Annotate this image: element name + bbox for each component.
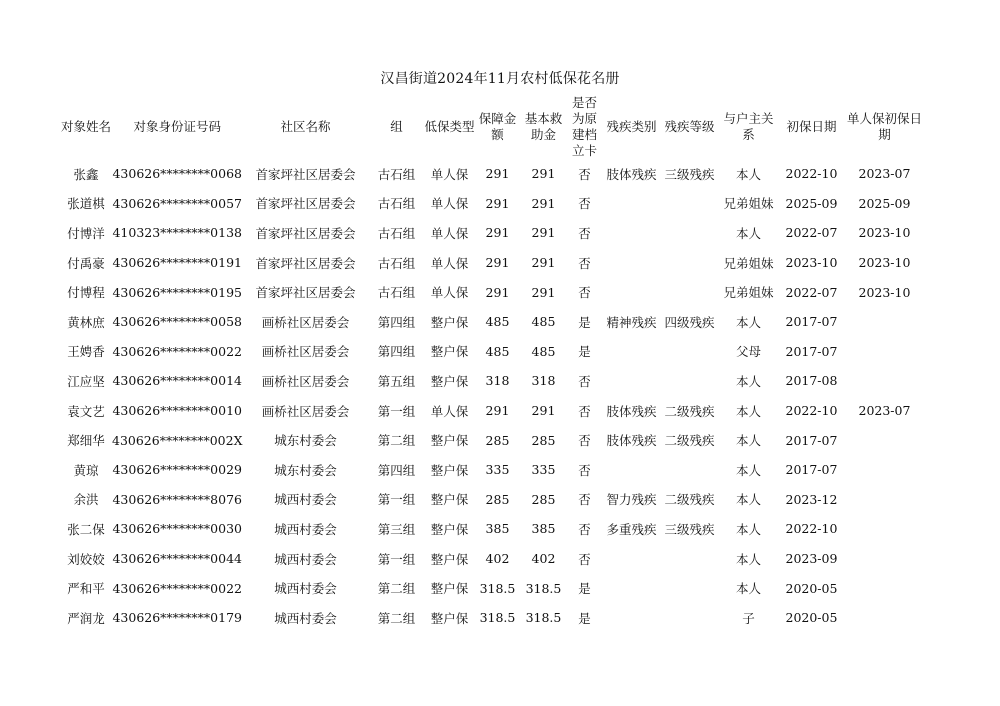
cell-amount: 335 (485, 462, 510, 478)
cell-group: 第二组 (377, 610, 416, 626)
cell-disability-category (602, 366, 660, 396)
cell-relationship: 本人 (735, 551, 761, 567)
document-title: 汉昌街道2024年11月农村低保花名册 (380, 71, 620, 87)
cell-aid-type: 整户保 (430, 521, 469, 537)
cell-basic-aid: 385 (531, 521, 556, 537)
cell-name: 袁文艺 (67, 403, 105, 419)
cell-id-number: 430626********0022 (112, 580, 242, 596)
cell-id-number: 430626********0022 (112, 343, 242, 359)
cell-single-initial-date (844, 603, 924, 633)
cell-basic-aid: 318.5 (525, 580, 562, 596)
cell-name: 严润龙 (67, 610, 105, 626)
cell-registered-poor: 否 (578, 166, 591, 182)
cell-disability-level (660, 366, 718, 396)
header-relationship: 与户主关系 (723, 111, 774, 142)
cell-basic-aid: 291 (531, 195, 556, 211)
header-group: 组 (390, 119, 403, 134)
cell-basic-aid: 291 (531, 255, 556, 271)
cell-amount: 318.5 (479, 580, 516, 596)
cell-group: 古石组 (377, 285, 416, 301)
cell-name: 严和平 (67, 581, 105, 597)
cell-initial-date: 2020-05 (785, 580, 838, 596)
cell-basic-aid: 485 (531, 343, 556, 359)
cell-aid-type: 单人保 (430, 225, 469, 241)
cell-basic-aid: 291 (531, 403, 556, 419)
cell-relationship: 父母 (735, 344, 761, 360)
table-row (60, 425, 924, 455)
cell-disability-category (602, 248, 660, 278)
cell-disability-level (660, 573, 718, 603)
table-row (60, 396, 924, 426)
cell-registered-poor: 否 (578, 403, 591, 419)
header-registered-poor: 是否为原建档立卡 (571, 95, 597, 158)
cell-disability-category (602, 337, 660, 367)
cell-community: 城西村委会 (274, 492, 337, 508)
cell-amount: 291 (485, 403, 510, 419)
cell-name: 付禹豪 (67, 255, 105, 271)
cell-aid-type: 单人保 (430, 285, 469, 301)
cell-initial-date: 2023-12 (785, 491, 838, 507)
cell-relationship: 本人 (735, 433, 761, 449)
cell-relationship: 本人 (735, 581, 761, 597)
cell-relationship: 兄弟姐妹 (723, 255, 774, 271)
cell-community: 画桥社区居委会 (261, 403, 350, 419)
cell-amount: 318.5 (479, 610, 516, 626)
cell-community: 城西村委会 (274, 610, 337, 626)
cell-initial-date: 2022-10 (785, 403, 838, 419)
cell-initial-date: 2023-09 (785, 551, 838, 567)
table-row (60, 603, 924, 633)
table-row (60, 485, 924, 515)
cell-registered-poor: 否 (578, 551, 591, 567)
cell-relationship: 子 (742, 610, 755, 626)
cell-id-number: 430626********0014 (112, 373, 242, 389)
cell-single-initial-date (844, 573, 924, 603)
cell-disability-category (602, 218, 660, 248)
table-row (60, 337, 924, 367)
cell-basic-aid: 285 (531, 432, 556, 448)
cell-id-number: 430626********0068 (112, 166, 242, 182)
cell-amount: 291 (485, 166, 510, 182)
cell-registered-poor: 是 (578, 314, 591, 330)
cell-name: 王娉香 (67, 344, 105, 360)
cell-amount: 285 (485, 491, 510, 507)
cell-registered-poor: 是 (578, 610, 591, 626)
cell-group: 第一组 (377, 492, 416, 508)
cell-registered-poor: 否 (578, 373, 591, 389)
cell-disability-category (602, 455, 660, 485)
cell-disability-category (602, 573, 660, 603)
cell-relationship: 本人 (735, 166, 761, 182)
cell-initial-date: 2017-08 (785, 373, 838, 389)
header-community: 社区名称 (280, 119, 331, 134)
cell-relationship: 本人 (735, 521, 761, 537)
cell-community: 首家坪社区居委会 (255, 196, 356, 212)
cell-id-number: 430626********0057 (112, 195, 242, 211)
cell-group: 第四组 (377, 462, 416, 478)
cell-relationship: 本人 (735, 492, 761, 508)
cell-single-initial-date (844, 455, 924, 485)
cell-group: 第二组 (377, 581, 416, 597)
cell-basic-aid: 335 (531, 462, 556, 478)
cell-aid-type: 整户保 (430, 610, 469, 626)
cell-relationship: 本人 (735, 403, 761, 419)
cell-community: 城西村委会 (274, 551, 337, 567)
cell-single-initial-date (844, 425, 924, 455)
cell-amount: 285 (485, 432, 510, 448)
cell-registered-poor: 否 (578, 196, 591, 212)
cell-disability-category: 多重残疾 (606, 521, 657, 537)
cell-community: 画桥社区居委会 (261, 314, 350, 330)
cell-single-initial-date (844, 485, 924, 515)
table-row (60, 366, 924, 396)
cell-group: 古石组 (377, 255, 416, 271)
cell-name: 刘姣姣 (67, 551, 105, 567)
cell-amount: 485 (485, 314, 510, 330)
cell-initial-date: 2017-07 (785, 343, 838, 359)
cell-disability-category: 肢体残疾 (606, 403, 657, 419)
header-disability-category: 残疾类别 (606, 119, 657, 134)
cell-basic-aid: 291 (531, 225, 556, 241)
cell-disability-level (660, 248, 718, 278)
table-row (60, 248, 924, 278)
cell-disability-category: 肢体残疾 (606, 166, 657, 182)
cell-name: 黄林庶 (67, 314, 105, 330)
cell-group: 古石组 (377, 166, 416, 182)
cell-registered-poor: 否 (578, 462, 591, 478)
cell-group: 第一组 (377, 403, 416, 419)
cell-id-number: 430626********0029 (112, 462, 242, 478)
cell-aid-type: 单人保 (430, 403, 469, 419)
cell-relationship: 本人 (735, 462, 761, 478)
cell-aid-type: 整户保 (430, 581, 469, 597)
cell-disability-category: 智力残疾 (606, 492, 657, 508)
cell-registered-poor: 否 (578, 255, 591, 271)
cell-community: 城东村委会 (274, 433, 337, 449)
cell-group: 第四组 (377, 344, 416, 360)
cell-aid-type: 单人保 (430, 255, 469, 271)
cell-disability-level (660, 337, 718, 367)
cell-disability-level: 三级残疾 (664, 521, 715, 537)
cell-initial-date: 2020-05 (785, 610, 838, 626)
cell-registered-poor: 否 (578, 225, 591, 241)
cell-id-number: 430626********0044 (112, 551, 242, 567)
cell-relationship: 本人 (735, 314, 761, 330)
cell-disability-level (660, 544, 718, 574)
cell-id-number: 430626********0030 (112, 521, 242, 537)
cell-community: 首家坪社区居委会 (255, 225, 356, 241)
cell-amount: 291 (485, 195, 510, 211)
cell-group: 古石组 (377, 225, 416, 241)
cell-disability-level (660, 603, 718, 633)
cell-registered-poor: 是 (578, 344, 591, 360)
cell-single-initial-date (844, 307, 924, 337)
header-initial-date: 初保日期 (786, 119, 837, 134)
cell-community: 画桥社区居委会 (261, 373, 350, 389)
cell-disability-category (602, 277, 660, 307)
cell-initial-date: 2022-10 (785, 166, 838, 182)
cell-community: 首家坪社区居委会 (255, 285, 356, 301)
cell-aid-type: 整户保 (430, 492, 469, 508)
cell-disability-level: 二级残疾 (664, 492, 715, 508)
cell-basic-aid: 402 (531, 551, 556, 567)
cell-group: 第四组 (377, 314, 416, 330)
cell-community: 城西村委会 (274, 581, 337, 597)
cell-registered-poor: 否 (578, 492, 591, 508)
table-row (60, 189, 924, 219)
cell-amount: 485 (485, 343, 510, 359)
cell-basic-aid: 285 (531, 491, 556, 507)
cell-amount: 291 (485, 284, 510, 300)
table-body (60, 159, 924, 633)
cell-name: 余洪 (73, 492, 99, 508)
cell-single-initial-date: 2023-10 (858, 255, 911, 271)
cell-community: 首家坪社区居委会 (255, 255, 356, 271)
cell-basic-aid: 291 (531, 284, 556, 300)
cell-amount: 291 (485, 255, 510, 271)
header-id-number: 对象身份证号码 (133, 119, 221, 134)
table-row (60, 455, 924, 485)
cell-disability-level (660, 277, 718, 307)
header-basic-aid: 基本救助金 (524, 111, 563, 142)
cell-name: 张道棋 (67, 196, 105, 212)
roster-table (60, 95, 924, 633)
cell-name: 张鑫 (73, 166, 99, 182)
cell-disability-level (660, 218, 718, 248)
cell-disability-category (602, 603, 660, 633)
cell-id-number: 430626********0195 (112, 284, 242, 300)
cell-amount: 318 (485, 373, 510, 389)
cell-initial-date: 2022-07 (785, 284, 838, 300)
cell-single-initial-date: 2023-07 (858, 166, 911, 182)
cell-relationship: 兄弟姐妹 (723, 285, 774, 301)
cell-group: 第五组 (377, 373, 416, 389)
cell-id-number: 430626********8076 (112, 491, 242, 507)
table-row (60, 514, 924, 544)
cell-disability-level (660, 189, 718, 219)
cell-registered-poor: 是 (578, 581, 591, 597)
cell-disability-category: 肢体残疾 (606, 433, 657, 449)
cell-id-number: 430626********0010 (112, 403, 242, 419)
cell-name: 张二保 (67, 521, 105, 537)
cell-disability-level: 二级残疾 (664, 433, 715, 449)
table-row (60, 218, 924, 248)
cell-aid-type: 整户保 (430, 314, 469, 330)
cell-amount: 291 (485, 225, 510, 241)
cell-single-initial-date (844, 544, 924, 574)
cell-id-number: 430626********0058 (112, 314, 242, 330)
cell-name: 郑细华 (67, 433, 105, 449)
cell-group: 第一组 (377, 551, 416, 567)
header-single-initial-date: 单人保初保日期 (846, 111, 922, 142)
cell-relationship: 本人 (735, 225, 761, 241)
cell-name: 黄琼 (73, 462, 99, 478)
cell-community: 城东村委会 (274, 462, 337, 478)
cell-aid-type: 整户保 (430, 433, 469, 449)
cell-id-number: 410323********0138 (112, 225, 242, 241)
cell-disability-level (660, 455, 718, 485)
table-row (60, 277, 924, 307)
cell-single-initial-date: 2025-09 (858, 195, 911, 211)
cell-single-initial-date: 2023-10 (858, 284, 911, 300)
cell-single-initial-date (844, 514, 924, 544)
cell-single-initial-date (844, 337, 924, 367)
cell-aid-type: 单人保 (430, 196, 469, 212)
cell-initial-date: 2017-07 (785, 432, 838, 448)
cell-disability-category (602, 544, 660, 574)
cell-id-number: 430626********002X (112, 432, 243, 448)
cell-basic-aid: 291 (531, 166, 556, 182)
cell-relationship: 本人 (735, 373, 761, 389)
cell-id-number: 430626********0179 (112, 610, 242, 626)
cell-id-number: 430626********0191 (112, 255, 242, 271)
table-row (60, 307, 924, 337)
cell-community: 首家坪社区居委会 (255, 166, 356, 182)
cell-community: 城西村委会 (274, 521, 337, 537)
cell-initial-date: 2023-10 (785, 255, 838, 271)
cell-name: 江应坚 (67, 373, 105, 389)
cell-relationship: 兄弟姐妹 (723, 196, 774, 212)
header-aid-type: 低保类型 (424, 119, 475, 134)
cell-aid-type: 单人保 (430, 166, 469, 182)
cell-aid-type: 整户保 (430, 462, 469, 478)
cell-initial-date: 2017-07 (785, 314, 838, 330)
cell-registered-poor: 否 (578, 521, 591, 537)
header-row (60, 95, 924, 159)
cell-disability-category (602, 189, 660, 219)
cell-name: 付博程 (67, 285, 105, 301)
cell-disability-level: 四级残疾 (664, 314, 715, 330)
cell-aid-type: 整户保 (430, 344, 469, 360)
cell-group: 古石组 (377, 196, 416, 212)
cell-initial-date: 2022-10 (785, 521, 838, 537)
cell-single-initial-date: 2023-07 (858, 403, 911, 419)
cell-aid-type: 整户保 (430, 551, 469, 567)
cell-disability-category: 精神残疾 (606, 314, 657, 330)
header-amount: 保障金额 (478, 111, 517, 142)
cell-community: 画桥社区居委会 (261, 344, 350, 360)
cell-registered-poor: 否 (578, 285, 591, 301)
table-row (60, 573, 924, 603)
cell-single-initial-date (844, 366, 924, 396)
cell-name: 付博洋 (67, 225, 105, 241)
cell-initial-date: 2022-07 (785, 225, 838, 241)
cell-disability-level: 三级残疾 (664, 166, 715, 182)
header-name: 对象姓名 (60, 119, 111, 134)
table-row (60, 159, 924, 189)
cell-basic-aid: 485 (531, 314, 556, 330)
cell-amount: 402 (485, 551, 510, 567)
cell-aid-type: 整户保 (430, 373, 469, 389)
header-disability-level: 残疾等级 (664, 119, 715, 134)
cell-group: 第二组 (377, 433, 416, 449)
cell-group: 第三组 (377, 521, 416, 537)
cell-initial-date: 2017-07 (785, 462, 838, 478)
cell-disability-level: 二级残疾 (664, 403, 715, 419)
cell-amount: 385 (485, 521, 510, 537)
cell-basic-aid: 318.5 (525, 610, 562, 626)
cell-registered-poor: 否 (578, 433, 591, 449)
table-row (60, 544, 924, 574)
cell-initial-date: 2025-09 (785, 195, 838, 211)
cell-basic-aid: 318 (531, 373, 556, 389)
cell-single-initial-date: 2023-10 (858, 225, 911, 241)
